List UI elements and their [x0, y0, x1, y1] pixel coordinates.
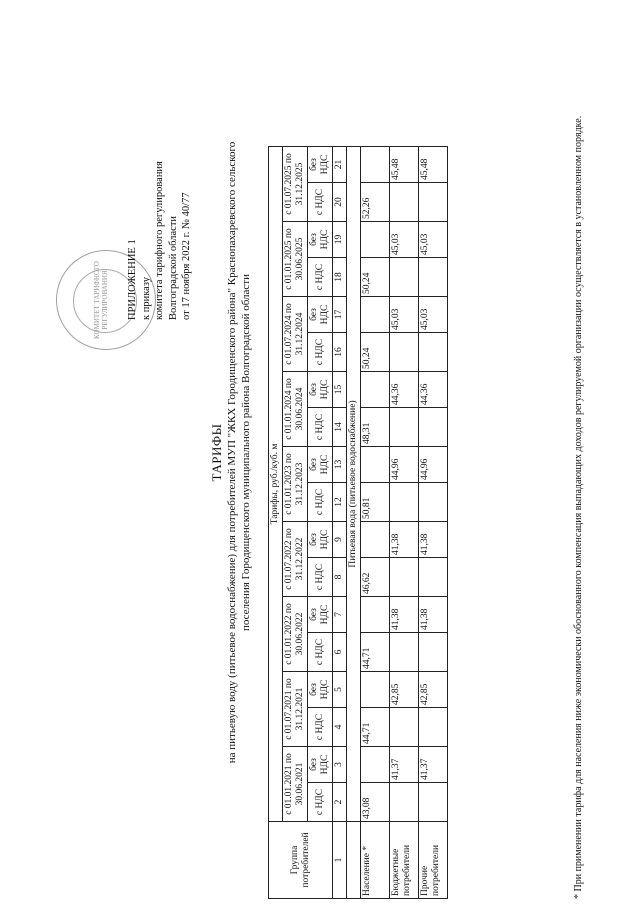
- tariff-value: [361, 672, 390, 708]
- header-vat: с НДС: [308, 558, 333, 597]
- header-period: с 01.07.2025 по 31.12.2025: [283, 147, 308, 222]
- column-number: 3: [333, 747, 347, 783]
- tariff-value: [419, 258, 448, 297]
- header-vat: без НДС: [308, 672, 333, 708]
- tariff-value: [361, 372, 390, 408]
- tariff-value: 50,24: [361, 333, 390, 372]
- column-number: 14: [333, 408, 347, 447]
- header-vat: с НДС: [308, 183, 333, 222]
- header-vat: с НДС: [308, 633, 333, 672]
- appendix-line: комитета тарифного регулирования: [154, 161, 165, 320]
- appendix-date: от 17 ноября 2022 г. № 40/77: [181, 192, 192, 320]
- tariff-value: 42,85: [390, 672, 419, 708]
- header-vat: без НДС: [308, 147, 333, 183]
- column-number: 7: [333, 597, 347, 633]
- row-group: Население *: [361, 822, 390, 899]
- tariff-value: 45,03: [419, 222, 448, 258]
- column-number: 8: [333, 558, 347, 597]
- tariff-value: [390, 258, 419, 297]
- tariff-value: [390, 183, 419, 222]
- header-vat: без НДС: [308, 372, 333, 408]
- tariff-value: [390, 483, 419, 522]
- tariff-value: 45,03: [419, 297, 448, 333]
- tariff-value: [419, 558, 448, 597]
- header-vat: с НДС: [308, 333, 333, 372]
- tariff-value: 44,71: [361, 708, 390, 747]
- tariff-value: [361, 747, 390, 783]
- tariff-value: [419, 633, 448, 672]
- tariff-value: [390, 558, 419, 597]
- column-number: 13: [333, 447, 347, 483]
- row-group: Бюджетные потребители: [390, 822, 419, 899]
- header-vat: с НДС: [308, 483, 333, 522]
- tariff-value: [419, 708, 448, 747]
- tariff-value: 44,96: [390, 447, 419, 483]
- column-number: 20: [333, 183, 347, 222]
- header-vat: без НДС: [308, 747, 333, 783]
- column-number: 21: [333, 147, 347, 183]
- column-number: 18: [333, 258, 347, 297]
- tariff-value: [390, 633, 419, 672]
- tariff-value: 45,48: [390, 147, 419, 183]
- tariff-value: 44,36: [390, 372, 419, 408]
- document-subtitle: на питьевую воду (питьевое водоснабжение) для потребителей МУП "ЖКХ Городищенского района" Краснопахаревского сельского: [226, 141, 238, 764]
- appendix-line: Волгоградской области: [167, 215, 179, 320]
- column-number: 4: [333, 708, 347, 747]
- header-period: с 01.01.2021 по 30.06.2021: [283, 747, 308, 822]
- column-number: 5: [333, 672, 347, 708]
- tariff-value: [390, 783, 419, 822]
- tariff-value: [361, 597, 390, 633]
- footnote: * При применении тарифа для населения ниже экономически обоснованного компенсация выпадающих доходов регулируемой организации осуществляется в установленном порядке.: [573, 115, 584, 899]
- header-vat: без НДС: [308, 222, 333, 258]
- table-row: [361, 147, 390, 899]
- tariff-value: [390, 408, 419, 447]
- stamp-text: КОМИТЕТ ТАРИФНОГО РЕГУЛИРОВАНИЯ: [93, 261, 109, 339]
- header-period: с 01.01.2022 по 30.06.2022: [283, 597, 308, 672]
- column-number: 1: [333, 822, 347, 899]
- header-period: с 01.07.2021 по 31.12.2021: [283, 672, 308, 747]
- header-vat: с НДС: [308, 258, 333, 297]
- row-group: Прочие потребители: [419, 822, 448, 899]
- table-row: [390, 147, 419, 899]
- tariff-value: [361, 297, 390, 333]
- tariff-value: 43,08: [361, 783, 390, 822]
- tariff-value: 41,38: [390, 522, 419, 558]
- column-number: 16: [333, 333, 347, 372]
- header-vat: без НДС: [308, 522, 333, 558]
- section-label: Питьевая вода (питьевое водоснабжение): [347, 147, 361, 822]
- tariff-value: 50,81: [361, 483, 390, 522]
- tariff-value: 41,37: [390, 747, 419, 783]
- section-spacer: [347, 822, 361, 899]
- document-title: ТАРИФЫ: [209, 423, 224, 482]
- header-group: Группа потребителей: [269, 822, 333, 899]
- appendix-block: [126, 161, 194, 320]
- tariff-value: 41,38: [419, 522, 448, 558]
- header-period: с 01.07.2022 по 31.12.2022: [283, 522, 308, 597]
- column-number: 6: [333, 633, 347, 672]
- tariff-value: 44,36: [419, 372, 448, 408]
- tariff-value: [390, 708, 419, 747]
- header-tariffs: Тарифы, руб./куб. м: [269, 147, 283, 822]
- column-number: 12: [333, 483, 347, 522]
- column-number: 15: [333, 372, 347, 408]
- tariff-value: 52,26: [361, 183, 390, 222]
- header-period: с 01.01.2024 по 30.06.2024: [283, 372, 308, 447]
- document-subtitle-2: поселения Городищенского муниципального района Волгоградской области: [240, 274, 252, 631]
- tariff-value: 45,03: [390, 297, 419, 333]
- column-number: 17: [333, 297, 347, 333]
- tariff-value: [361, 522, 390, 558]
- tariff-value: [361, 147, 390, 183]
- header-vat: с НДС: [308, 708, 333, 747]
- header-vat: с НДС: [308, 783, 333, 822]
- header-vat: без НДС: [308, 597, 333, 633]
- header-period: с 01.01.2025 по 30.06.2025: [283, 222, 308, 297]
- header-period: с 01.01.2023 по 31.12.2023: [283, 447, 308, 522]
- header-period: с 01.07.2024 по 31.12.2024: [283, 297, 308, 372]
- table-row: [419, 147, 448, 899]
- tariff-value: 41,37: [419, 747, 448, 783]
- column-number: 9: [333, 522, 347, 558]
- header-vat: без НДС: [308, 447, 333, 483]
- tariff-value: 45,03: [390, 222, 419, 258]
- tariff-value: 44,96: [419, 447, 448, 483]
- tariff-value: [390, 333, 419, 372]
- tariff-value: 50,24: [361, 258, 390, 297]
- tariff-value: [419, 333, 448, 372]
- appendix-line: к приказу: [140, 277, 152, 320]
- tariff-value: [419, 183, 448, 222]
- tariff-value: [361, 447, 390, 483]
- tariff-value: [419, 408, 448, 447]
- tariff-value: 46,62: [361, 558, 390, 597]
- tariff-value: 41,38: [390, 597, 419, 633]
- header-vat: без НДС: [308, 297, 333, 333]
- tariff-value: 42,85: [419, 672, 448, 708]
- tariff-value: 45,48: [419, 147, 448, 183]
- tariff-value: 41,38: [419, 597, 448, 633]
- tariff-value: 44,71: [361, 633, 390, 672]
- column-number: 2: [333, 783, 347, 822]
- tariff-value: 48,31: [361, 408, 390, 447]
- tariff-value: [419, 483, 448, 522]
- tariff-table: [268, 146, 448, 899]
- header-vat: с НДС: [308, 408, 333, 447]
- appendix-title: ПРИЛОЖЕНИЕ 1: [127, 239, 138, 320]
- tariff-value: [361, 222, 390, 258]
- tariff-value: [419, 783, 448, 822]
- column-number: 19: [333, 222, 347, 258]
